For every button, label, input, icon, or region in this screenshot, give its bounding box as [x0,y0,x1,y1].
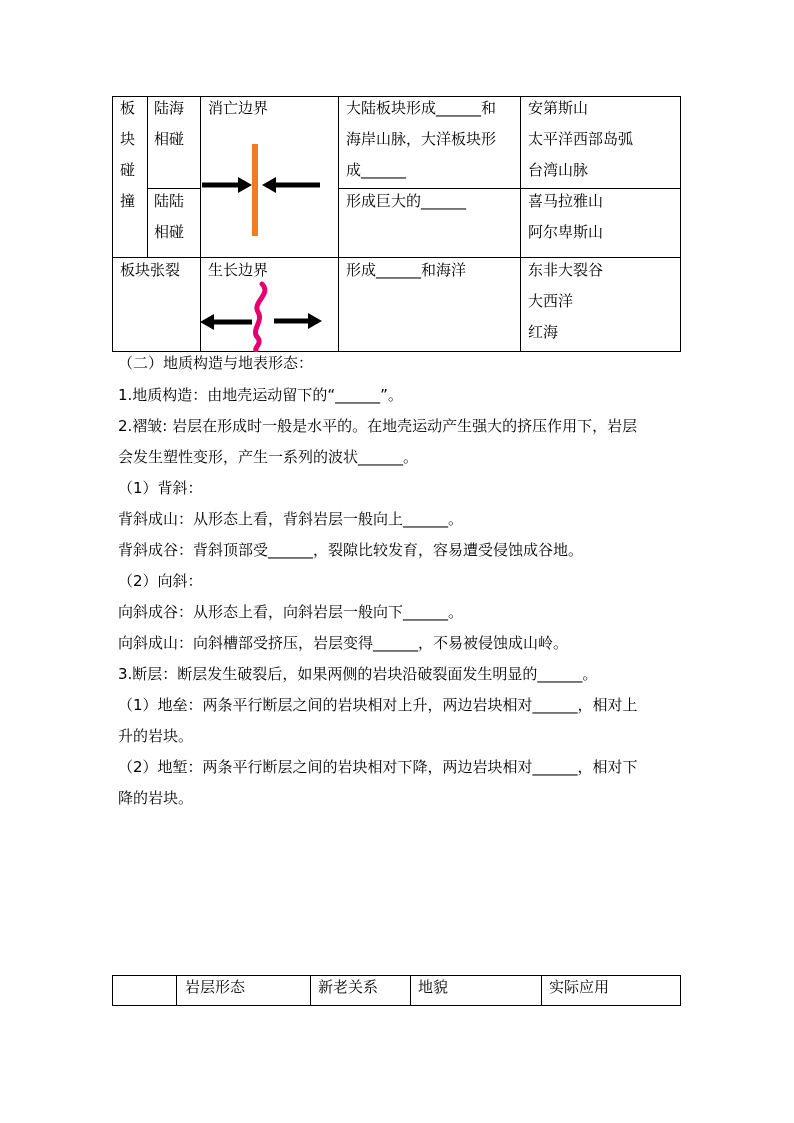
table-border [147,96,148,257]
table-border [112,1005,681,1006]
example-text: 台湾山脉 [528,161,589,179]
example-text: 喜马拉雅山 [528,192,604,210]
text-line: （2）地堑：两条平行断层之间的岩块相对下降，两边岩块相对______，相对下 [118,758,638,776]
table-border [147,188,200,189]
text-line: 向斜成谷：从形态上看，向斜岩层一般向下______。 [118,603,464,621]
group-label-char: 板 [120,99,136,117]
text-line: （1）地垒：两条平行断层之间的岩块相对上升，两边岩块相对______，相对上 [118,696,638,714]
convergent-boundary-diagram [200,140,338,240]
table-border [338,96,339,352]
text-line: 1.地质构造：由地壳运动留下的“______”。 [118,386,403,404]
group-label-char: 碰 [120,161,136,179]
result-text: 形成巨大的______ [346,192,467,210]
group-label-char: 块 [120,130,136,148]
boundary-label: 生长边界 [208,261,269,279]
text-line: （2）向斜： [118,572,203,590]
arrow-left-icon [262,177,276,193]
table-border [112,975,113,1006]
table-border [338,188,681,189]
arrow-left-icon [200,314,214,330]
sub-label: 陆海 [154,99,185,117]
table-border [176,975,177,1006]
result-text: 海岸山脉，大洋板块形 [346,130,497,148]
text-line: 背斜成山：从形态上看，背斜岩层一般向上______。 [118,510,464,528]
table-header: 新老关系 [318,978,379,996]
table-border [112,96,681,97]
divergent-boundary-diagram [196,280,334,352]
text-line: 2.褶皱: 岩层在形成时一般是水平的。在地壳运动产生强大的挤压作用下，岩层 [118,417,638,435]
table-header: 实际应用 [549,978,610,996]
boundary-bar [252,144,258,236]
text-line: 会发生塑性变形，产生一系列的波状______。 [118,448,419,466]
plate-boundary-table [0,0,794,360]
example-text: 东非大裂谷 [528,261,604,279]
table-header: 岩层形态 [185,978,246,996]
arrow-right-icon [238,177,252,193]
example-text: 红海 [528,323,559,341]
sub-label: 相碰 [154,130,185,148]
wavy-boundary [255,284,264,350]
text-line: 背斜成谷：背斜顶部受______，裂隙比较发育，容易遭受侵蚀成谷地。 [118,541,584,559]
result-text: 成______ [346,161,407,179]
text-line: 3.断层：断层发生破裂后，如果两侧的岩块沿破裂面发生明显的______。 [118,665,598,683]
group-label-char: 撞 [120,192,136,210]
example-text: 阿尔卑斯山 [528,223,604,241]
example-text: 太平洋西部岛弧 [528,130,634,148]
table-border [410,975,411,1006]
result-text: 形成______和海洋 [346,261,467,279]
table-border [680,96,681,352]
sub-label: 相碰 [154,223,185,241]
example-text: 安第斯山 [528,99,589,117]
text-line: 向斜成山：向斜槽部受挤压，岩层变得______，不易被侵蚀成山岭。 [118,634,569,652]
table-border [520,96,521,352]
table-border [680,975,681,1006]
table-border [112,975,681,976]
group-label: 板块张裂 [120,261,181,279]
section-heading: （二）地质构造与地表形态： [118,354,314,372]
text-line: （1）背斜： [118,479,203,497]
arrow-right-icon [308,313,322,329]
table-border [541,975,542,1006]
table-border [112,257,681,258]
table-header: 地貌 [418,978,449,996]
text-line: 升的岩块。 [118,727,194,745]
text-line: 降的岩块。 [118,789,194,807]
example-text: 大西洋 [528,292,574,310]
sub-label: 陆陆 [154,192,185,210]
table-border [112,96,113,352]
table-border [310,975,311,1006]
boundary-label: 消亡边界 [208,99,269,117]
result-text: 大陆板块形成______和 [346,99,497,117]
